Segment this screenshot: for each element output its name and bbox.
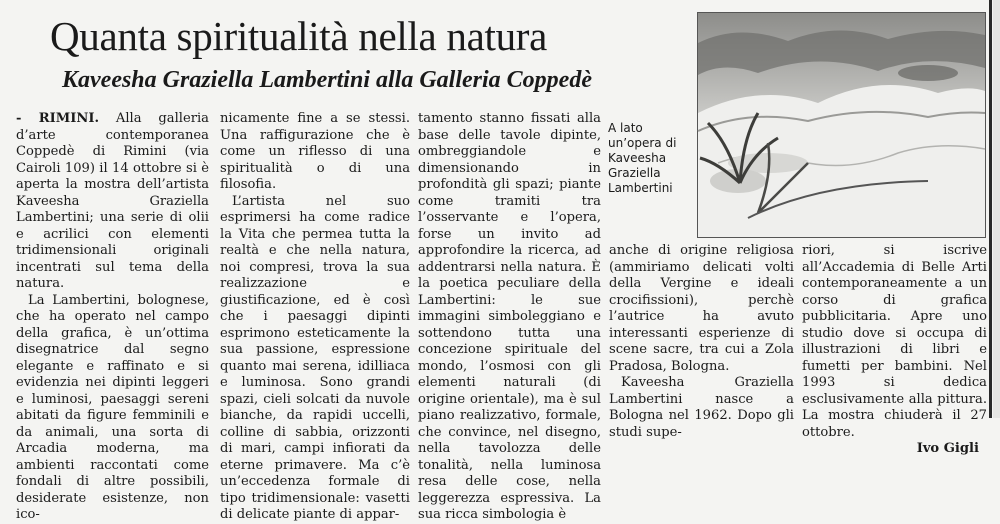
- paragraph: La Lambertini, bolognese, che ha operato nel campo della grafica, è un’ottima disegnatrice dal segno elegante e raffinato e si evidenzia nei dipinti leggeri e luminosi, paesaggi sereni abitati da figure femminili e da animali, una sorta di Arcadia moderna, ma ambienti raccontati come fondali di altre possibili, desiderate esistenze, non ico-: [16, 292, 209, 522]
- subheadline: Kaveesha Graziella Lambertini alla Galleria Coppedè: [62, 67, 592, 93]
- paragraph-opening: [16, 111, 209, 293]
- column-2: [220, 111, 410, 522]
- paragraph-text: Alla galleria d’arte contemporanea Coppedè di Rimini (via Cairoli 109) il 14 ottobre si è aperta la mostra dell’artista Kaveesha Graziella Lambertini; una serie di olii e acrilici con elementi tridimensionali originali incentrati sul tema della natura.: [16, 111, 209, 291]
- paragraph: L’artista nel suo esprimersi ha come radice la Vita che permea tutta la realtà e che nella natura, noi compresi, trova la sua realizzazione e giustificazione, ed è così che i paesaggi dipinti esprimono esteticamente la sua passione, espressione quanto mai serena, idilliaca e luminosa. Sono grandi spazi, cieli solcati da nuvole bianche, da rapidi uccelli, colline di sabbia, orizzonti di mari, campi infiorati da eterne primavere. Ma c’è un’eccedenza formale di tipo tridimensionale: vasetti di delicate piante di appar-: [220, 193, 410, 522]
- dateline: - RIMINI.: [16, 111, 99, 126]
- column-4: [609, 243, 794, 440]
- paragraph: riori, si iscrive all’Accademia di Belle Arti contemporaneamente a un corso di grafica pubblicitaria. Apre uno studio dove si occupa di illustrazioni di libri e fumetti per bambini. Nel 1993 si dedica esclusivamente alla pittura. La mostra chiuderà il 27 ottobre.: [802, 243, 987, 440]
- author-byline: Ivo Gigli: [916, 441, 979, 456]
- column-5: [802, 243, 987, 456]
- adjacent-page-strip: [993, 0, 1000, 418]
- column-1: [16, 111, 209, 522]
- paragraph: nicamente fine a se stessi. Una raffigurazione che è come un riflesso di una spiritualità o di una filosofia.: [220, 111, 410, 192]
- photo-caption: A lato un’opera di Kaveesha Graziella Lambertini: [608, 121, 677, 195]
- headline: Quanta spiritualità nella natura: [50, 13, 548, 59]
- paragraph: Kaveesha Graziella Lambertini nasce a Bologna nel 1962. Dopo gli studi supe-: [609, 375, 794, 440]
- column-3: [418, 111, 601, 522]
- page-divider: [989, 0, 992, 418]
- paragraph: anche di origine religiosa (ammiriamo delicati volti della Vergine e ideali crocifissioni), perchè l’autrice ha avuto interessanti esperienze di scene sacre, tra cui a Zola Pradosa, Bologna.: [609, 243, 794, 374]
- artwork-illustration: [698, 13, 985, 237]
- paragraph: tamento stanno fissati alla base delle tavole dipinte, ombreggiandole e dimensionando in profondità gli spazi; piante come tramiti tra l’osservante e l’opera, forse un invito ad approfondire la ricerca, ad addentrarsi nella natura. È la poetica peculiare della Lambertini: le sue immagini simboleggiano e sottendono tutta una concezione spirituale del mondo, l’osmosi con gli elementi naturali (di origine orientale), ma è sul piano realizzativo, formale, che convince, nel disegno, nella tavolozza delle tonalità, nella luminosa resa delle cose, nella leggerezza espressiva. La sua ricca simbologia è: [418, 111, 601, 522]
- artwork-photo: [697, 12, 986, 238]
